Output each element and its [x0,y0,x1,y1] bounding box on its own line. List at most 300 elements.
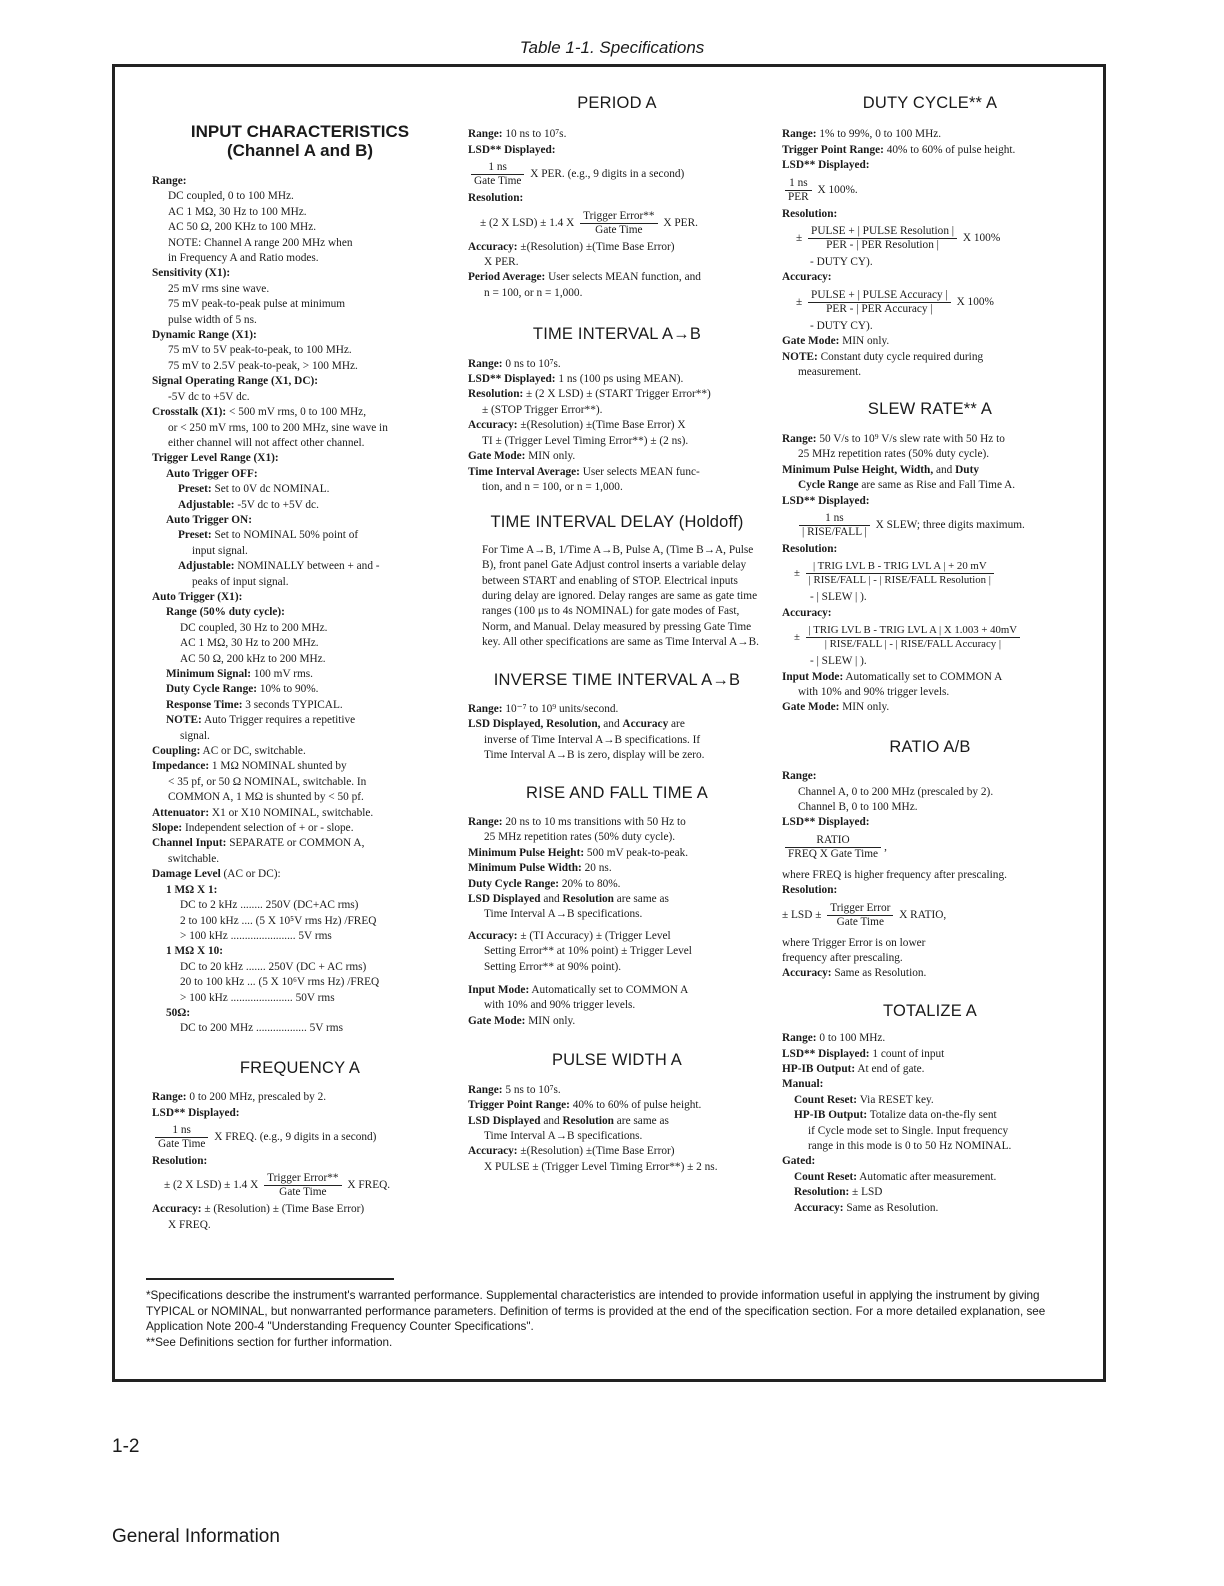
slew-gate [782,700,1078,715]
iti-range-value: 10⁻⁷ to 10⁹ units/second. [502,702,619,715]
period-range-label: Range: [468,128,503,141]
input-line [152,867,448,882]
input-line-label: Adjustable: [178,560,235,573]
ti-line [468,357,766,372]
input-line-label: Range: [152,175,187,187]
ti-line-label: Resolution: [468,388,524,401]
input-line [152,960,448,975]
input-line-label: 50Ω: [166,1006,191,1019]
period-lsd-formula [468,161,766,188]
duty-gate-label: Gate Mode: [782,335,840,348]
input-line [152,451,448,466]
pw-lsd-label: LSD Displayed [468,1114,541,1127]
ratio-range-label: Range: [782,770,817,783]
input-line-label: Slope: [152,822,183,835]
duty-gate [782,334,1078,349]
input-line [152,189,448,204]
slew-res [782,542,1078,557]
ti-line-value: User selects MEAN func- [579,465,700,478]
input-line [152,991,448,1006]
heading-rise-fall: RISE AND FALL TIME A [526,783,708,802]
input-line-value: or < 250 mV rms, 100 to 200 MHz, sine wave in [168,421,388,434]
slew-input-value2: with 10% and 90% trigger levels. [798,685,950,698]
totalize-line-value: At end of gate. [855,1063,925,1076]
ratio-res-fraction [827,902,893,929]
pw-acc [468,1144,766,1159]
duty-lsd [782,158,1078,173]
slew-lsd-label: LSD** Displayed: [782,494,870,507]
freq-lsd-den: Gate Time [158,1137,206,1150]
ratio-res-formula [782,902,1078,929]
slew-range-label: Range: [782,432,817,445]
duty-note [782,350,1078,365]
heading-input-characteristics: INPUT CHARACTERISTICS [190,122,410,141]
page-title: Table 1-1. Specifications [519,38,705,57]
slew-lsd-fraction [799,512,870,539]
duty-acc-label: Accuracy: [782,271,832,284]
tid-text: For Time A→B, 1/Time A→B, Pulse A, (Time B→A, Pulse B), front panel Gate Adjust control inserts a variable delay between START and enabling of STOP. Electrical inputs during delay are ignored. Delay ranges are same as gate time ranges (100 μs to 4s NOMINAL) for gate modes of Fast, Norm, and Manual. Delay measured by pressing Gate Time key. All other specifications are same as Time Interval A→B. [482,543,759,649]
input-line-value: -5V dc to +5V dc. [168,390,250,403]
duty-gate-value: MIN only. [839,335,890,348]
totalize-line-label: HP-IB Output: [794,1109,868,1122]
input-line [152,467,448,482]
footnote-2: **See Definitions section for further information. [146,1335,393,1349]
iti-lsd-label: LSD Displayed, Resolution, [468,718,601,731]
ti-line-label: LSD** Displayed: [468,373,556,386]
iti-lsd [468,717,766,732]
totalize-line-label: LSD** Displayed: [782,1047,870,1060]
input-characteristics-list [152,174,448,1037]
input-line-value: 25 mV rms sine wave. [168,282,270,295]
slew-acc-pm: ± [794,631,800,644]
rf-min-width [468,861,766,876]
ti-line-label: Accuracy: [468,419,518,432]
rf-gate [468,1014,766,1029]
totalize-line-value: 1 count of input [869,1047,945,1060]
ratio-where3: frequency after prescaling. [782,952,903,964]
freq-acc-label: Accuracy: [152,1203,202,1216]
heading-pulse-width: PULSE WIDTH A [551,1051,683,1070]
ti-line [468,465,766,480]
input-line [152,821,448,836]
ti-line-value: TI ± (Trigger Level Timing Error**) ± (2 ns). [482,434,689,447]
slew-acc-tail: - | SLEW | ). [810,655,867,668]
input-line [152,544,448,559]
input-line [152,852,448,867]
input-line-value: 1 MΩ NOMINAL shunted by [209,760,347,773]
input-line [152,744,448,759]
column-3 [782,96,1078,1216]
freq-acc-value2: X FREQ. [168,1218,211,1231]
period-range-value: 10 ns to 10⁷s. [502,128,567,141]
input-line-value: 100 mV rms. [251,668,313,680]
footnotes [146,1288,1076,1350]
input-line-value: SEPARATE or COMMON A, [226,837,365,850]
totalize-line-label: Resolution: [794,1186,850,1199]
freq-res-fraction [264,1172,341,1199]
rf-are-same: are same as [613,893,669,906]
input-line [152,621,448,636]
input-line [152,929,448,944]
totalize-line-value: ± LSD [849,1186,883,1199]
input-line-value: Set to 0V dc NOMINAL. [211,483,330,496]
input-line [152,898,448,913]
duty-res-cy: - DUTY CY). [810,256,873,269]
input-line-value: DC to 200 MHz .................. 5V rms [180,1022,343,1035]
period-acc-value: ±(Resolution) ±(Time Base Error) [517,240,675,253]
input-line [152,682,448,697]
slew-lsd-formula [782,512,1078,539]
heading-input-characteristics-sub: (Channel A and B) [226,141,374,160]
slew-res-label: Resolution: [782,542,838,555]
duty-tpr [782,143,1078,158]
input-line [152,1006,448,1021]
slew-res-pm: ± [794,567,800,580]
input-line-value: -5V dc to +5V dc. [234,498,319,511]
ratio-res [782,883,1078,898]
input-line-value: 2 to 100 kHz .... (5 X 10⁵V rms Hz) /FREQ [180,914,377,927]
input-line-label: Adjustable: [178,498,235,511]
slew-gate-value: MIN only. [839,701,890,714]
slew-acc-fraction [806,624,1020,651]
rf-input-value: Automatically set to COMMON A [529,984,689,997]
rf-range-label: Range: [468,816,503,828]
input-line [152,575,448,590]
freq-res-title: Resolution: [152,1154,208,1167]
slew-res-fraction [806,560,994,587]
pw-range-label: Range: [468,1083,503,1096]
ti-line-value: tion, and n = 100, or n = 1,000. [482,480,623,493]
input-line-label: Auto Trigger (X1): [152,590,243,603]
rf-min-height [468,846,766,861]
input-line [152,220,448,235]
slew-res-formula [782,560,1078,587]
totalize-line [782,1047,1078,1062]
time-interval-list [468,357,766,496]
period-res-tail: X PER. [663,216,698,229]
ti-line [468,434,766,449]
input-line [152,729,448,744]
slew-range-value2: 25 MHz repetition rates (50% duty cycle). [798,448,990,461]
ratio-lsd-fraction [785,834,881,861]
input-line-value: 20 to 100 kHz ... (5 X 10⁶V rms Hz) /FREQ [180,976,380,989]
freq-res-den: Gate Time [279,1186,327,1199]
heading-totalize: TOTALIZE A [883,1001,977,1020]
input-line-value: COMMON A, 1 MΩ is shunted by < 50 pf. [168,791,364,804]
slew-lsd-num: 1 ns [799,512,870,526]
input-line [152,251,448,266]
ti-line-label: Gate Mode: [468,450,526,463]
ti-line-label: Range: [468,357,503,370]
freq-lsd-label [152,1106,448,1121]
duty-acc-cy: - DUTY CY). [810,319,873,332]
pw-same2: Time Interval A→B specifications. [484,1129,643,1142]
input-line-value: peaks of input signal. [192,575,289,588]
duty-note-value: Constant duty cycle required during [817,350,984,363]
iti-lsd-and: and [600,718,623,731]
freq-lsd-title: LSD** Displayed: [152,1106,240,1119]
period-average [468,270,766,285]
totalize-line-label: Gated: [782,1155,816,1168]
duty-res [782,207,1078,222]
input-line [152,313,448,328]
rf-gate-value: MIN only. [525,1014,576,1027]
ratio-lsd-den: FREQ X Gate Time [788,847,879,860]
period-acc-value2: X PER. [484,256,519,269]
duty-res-pm: ± [796,232,803,245]
freq-range-label: Range: [152,1091,187,1104]
input-line-value: DC to 2 kHz ........ 250V (DC+AC rms) [180,899,359,912]
iti-range-label: Range: [468,702,503,715]
input-line-value: in Frequency A and Ratio modes. [168,252,319,265]
period-range [468,127,766,142]
ratio-res-label: Resolution: [782,884,838,897]
heading-period-a: PERIOD A [577,94,657,112]
ratio-lsd-formula [782,834,1078,861]
rf-acc-value3: Setting Error** at 90% point). [484,960,622,973]
totalize-line [782,1170,1078,1185]
duty-res-num: PULSE + | PULSE Resolution | [808,225,957,239]
column-2 [468,96,766,1175]
pw-tpr-label: Trigger Point Range: [468,1099,570,1112]
totalize-line-value: Totalize data on-the-fly sent [867,1109,997,1122]
rf-acc [468,929,766,944]
freq-lsd-num: 1 ns [155,1124,208,1138]
heading-time-interval-delay: TIME INTERVAL DELAY (Holdoff) [490,513,744,532]
ratio-res-den: Gate Time [836,915,884,928]
period-avg-value2: n = 100, or n = 1,000. [484,286,583,299]
rf-min-width-value: 20 ns. [581,862,612,875]
totalize-line [782,1108,1078,1123]
input-line-label: Range (50% duty cycle): [166,606,285,619]
input-line-label: Signal Operating Range (X1, DC): [152,375,319,388]
input-line [152,374,448,389]
input-line [152,436,448,451]
rf-range-value2: 25 MHz repetition rates (50% duty cycle). [484,831,676,844]
input-line-label: 1 MΩ X 10: [166,945,224,958]
slew-min-label: Minimum Pulse Height, Width, [782,463,934,476]
duty-note-value2: measurement. [798,366,862,379]
input-line [152,266,448,281]
duty-acc-tail: X 100% [956,295,994,308]
input-line-label: Response Time: [166,698,243,711]
rf-min-height-label: Minimum Pulse Height: [468,846,585,859]
input-line [152,328,448,343]
ratio-acc-value: Same as Resolution. [831,967,927,980]
rf-input-value2: with 10% and 90% trigger levels. [484,999,636,1012]
duty-lsd-den: PER [788,190,809,203]
duty-range-value: 1% to 99%, 0 to 100 MHz. [816,128,942,141]
period-res-num: Trigger Error** [580,210,657,224]
duty-lsd-fraction [785,177,812,204]
pw-acc-label: Accuracy: [468,1145,518,1158]
input-line-value: NOMINALLY between + and - [234,560,380,573]
input-line [152,1021,448,1036]
input-line-label: Auto Trigger ON: [166,513,252,526]
input-line [152,513,448,528]
ratio-where2: where Trigger Error is on lower [782,936,926,949]
rf-range [468,815,766,830]
totalize-line [782,1201,1078,1216]
duty-tpr-label: Trigger Point Range: [782,143,884,156]
heading-frequency-a: FREQUENCY A [239,1058,361,1077]
ti-line-value: MIN only. [525,450,576,463]
heading-inverse-time-interval: INVERSE TIME INTERVAL A→B [493,670,741,689]
input-line [152,390,448,405]
freq-lsd-tail: X FREQ. (e.g., 9 digits in a second) [214,1131,377,1144]
period-lsd [468,143,766,158]
duty-range [782,127,1078,142]
freq-accuracy [152,1202,448,1217]
input-line-value: X1 or X10 NOMINAL, switchable. [209,806,374,819]
footnote-rule [146,1278,394,1280]
duty-range-label: Range: [782,128,817,141]
input-line-value: AC or DC, switchable. [200,745,306,758]
ti-line-value: ± (2 X LSD) ± (START Trigger Error**) [523,388,711,401]
period-lsd-den: Gate Time [474,175,522,188]
ti-line [468,372,766,387]
ti-line [468,387,766,402]
slew-lsd-tail: X SLEW; three digits maximum. [875,519,1025,531]
input-line-label: Minimum Signal: [166,668,252,680]
totalize-line [782,1124,1078,1139]
ti-line-value: ±(Resolution) ±(Time Base Error) X [517,419,686,432]
input-line-label: Sensitivity (X1): [152,267,231,280]
period-lsd-tail: X PER. (e.g., 9 digits in a second) [530,168,685,181]
ratio-range-value1: Channel A, 0 to 200 MHz (prescaled by 2). [798,785,994,798]
ratio-res-tail: X RATIO, [899,908,947,921]
duty-acc-pm: ± [796,295,803,308]
slew-acc-den: | RISE/FALL | - | RISE/FALL Accuracy | [824,638,1002,651]
input-line-value: AC 50 Ω, 200 kHz to 200 MHz. [180,652,326,665]
ratio-acc-label: Accuracy: [782,967,832,980]
slew-res-den: | RISE/FALL | - | RISE/FALL Resolution | [808,574,991,587]
totalize-line-value: if Cycle mode set to Single. Input frequency [808,1124,1009,1137]
pw-same: are same as [613,1114,669,1127]
freq-range-value: 0 to 200 MHz, prescaled by 2. [186,1091,327,1104]
input-line [152,236,448,251]
ti-line [468,449,766,464]
slew-input [782,670,1078,685]
freq-res-formula [152,1172,448,1199]
rf-input [468,983,766,998]
pw-acc-value2: X PULSE ± (Trigger Level Timing Error**) ± 2 ns. [484,1160,718,1173]
ratio-range [782,769,1078,784]
input-line [152,790,448,805]
ratio-lsd [782,815,1078,830]
rf-acc-value: ± (TI Accuracy) ± (Trigger Level [517,929,671,942]
totalize-line [782,1031,1078,1046]
iti-are: are [668,718,685,731]
input-line-value: Set to NOMINAL 50% point of [211,529,359,542]
freq-acc-value: ± (Resolution) ± (Time Base Error) [201,1203,365,1216]
rf-res-label: Resolution [562,893,614,906]
input-line [152,559,448,574]
totalize-line [782,1077,1078,1092]
slew-duty-label: Duty [955,463,979,476]
input-line-label: Crosstalk (X1): [152,406,227,419]
slew-lsd [782,494,1078,509]
duty-lsd-formula [782,177,1078,204]
input-line-value: > 100 kHz ...................... 50V rms [180,991,335,1004]
input-line [152,698,448,713]
input-line-value: (AC or DC): [220,868,281,881]
ti-line-label: Time Interval Average: [468,465,580,478]
heading-ratio: RATIO A/B [889,737,971,756]
input-line-value: 75 mV to 2.5V peak-to-peak, > 100 MHz. [168,359,358,372]
totalize-list [782,1031,1078,1216]
freq-lsd-fraction [155,1124,208,1151]
input-line-value: < 35 pf, or 50 Ω NOMINAL, switchable. In [168,775,367,788]
input-line [152,405,448,420]
period-res-fraction [580,210,657,237]
input-line [152,297,448,312]
rf-lsd-label: LSD Displayed [468,893,541,906]
slew-and: and [933,463,956,476]
ti-line [468,403,766,418]
totalize-line [782,1093,1078,1108]
rf-acc-value2: Setting Error** at 10% point) ± Trigger Level [484,945,692,958]
input-line [152,667,448,682]
slew-res-num: | TRIG LVL B - TRIG LVL A | + 20 mV [806,560,994,574]
input-line-value: input signal. [192,544,248,557]
footnote-1: *Specifications describe the instrument's warranted performance. Supplemental characteristics are intended to provide information useful in applying the instrument by giving TYPICAL or NOMINAL, but nonwarranted performance parameters. Definition of terms is provided at the end of the specification section. For a more detailed explanation, see Application Note 200-4 "Understanding Frequency Counter Specifications". [146,1289,1046,1333]
freq-res-tail: X FREQ. [347,1179,391,1192]
totalize-line-label: HP-IB Output: [782,1063,856,1076]
duty-acc-den: PER - | PER Accuracy | [826,302,933,315]
iti-accuracy-label: Accuracy [622,718,669,731]
totalize-line-value: 0 to 100 MHz. [816,1032,886,1045]
input-line-label: Auto Trigger OFF: [166,467,258,480]
totalize-line [782,1139,1078,1154]
duty-lsd-num: 1 ns [785,177,812,191]
duty-res-formula [782,225,1078,252]
slew-cycle [782,478,1078,493]
ratio-where: where FREQ is higher frequency after prescaling. [782,868,1007,881]
pw-lsd [468,1114,766,1129]
input-line-label: Duty Cycle Range: [166,683,257,696]
input-line [152,652,448,667]
input-line [152,528,448,543]
input-line-value: AC 50 Ω, 200 KHz to 100 MHz. [168,221,317,234]
input-line-value: Auto Trigger requires a repetitive [201,714,356,727]
iti-range [468,702,766,717]
period-res-pre: ± (2 X LSD) ± 1.4 X [480,216,575,229]
duty-lsd-tail: X 100%. [817,183,858,196]
slew-range-value: 50 V/s to 10⁹ V/s slew rate with 50 Hz to [816,432,1005,445]
period-res-formula [468,210,766,237]
input-line [152,713,448,728]
input-line-value: DC coupled, 0 to 100 MHz. [168,190,294,203]
rf-input-label: Input Mode: [468,984,530,997]
input-line-value: < 500 mV rms, 0 to 100 MHz, [226,406,367,419]
input-line [152,205,448,220]
input-line-label: Impedance: [152,760,210,773]
rf-duty-value: 20% to 80%. [559,877,621,890]
ti-line-value: ± (STOP Trigger Error**). [482,403,603,416]
input-line-value: pulse width of 5 ns. [168,313,257,326]
input-line [152,944,448,959]
pw-res-label: Resolution [562,1114,614,1127]
slew-min [782,463,1078,478]
input-line-label: Preset: [178,529,212,542]
slew-acc-num: | TRIG LVL B - TRIG LVL A | X 1.003 + 40mV [806,624,1020,638]
input-line-value: DC to 20 kHz ....... 250V (DC + AC rms) [180,960,367,973]
input-line [152,605,448,620]
totalize-line-label: Count Reset: [794,1093,858,1106]
freq-range [152,1090,448,1105]
input-line [152,883,448,898]
